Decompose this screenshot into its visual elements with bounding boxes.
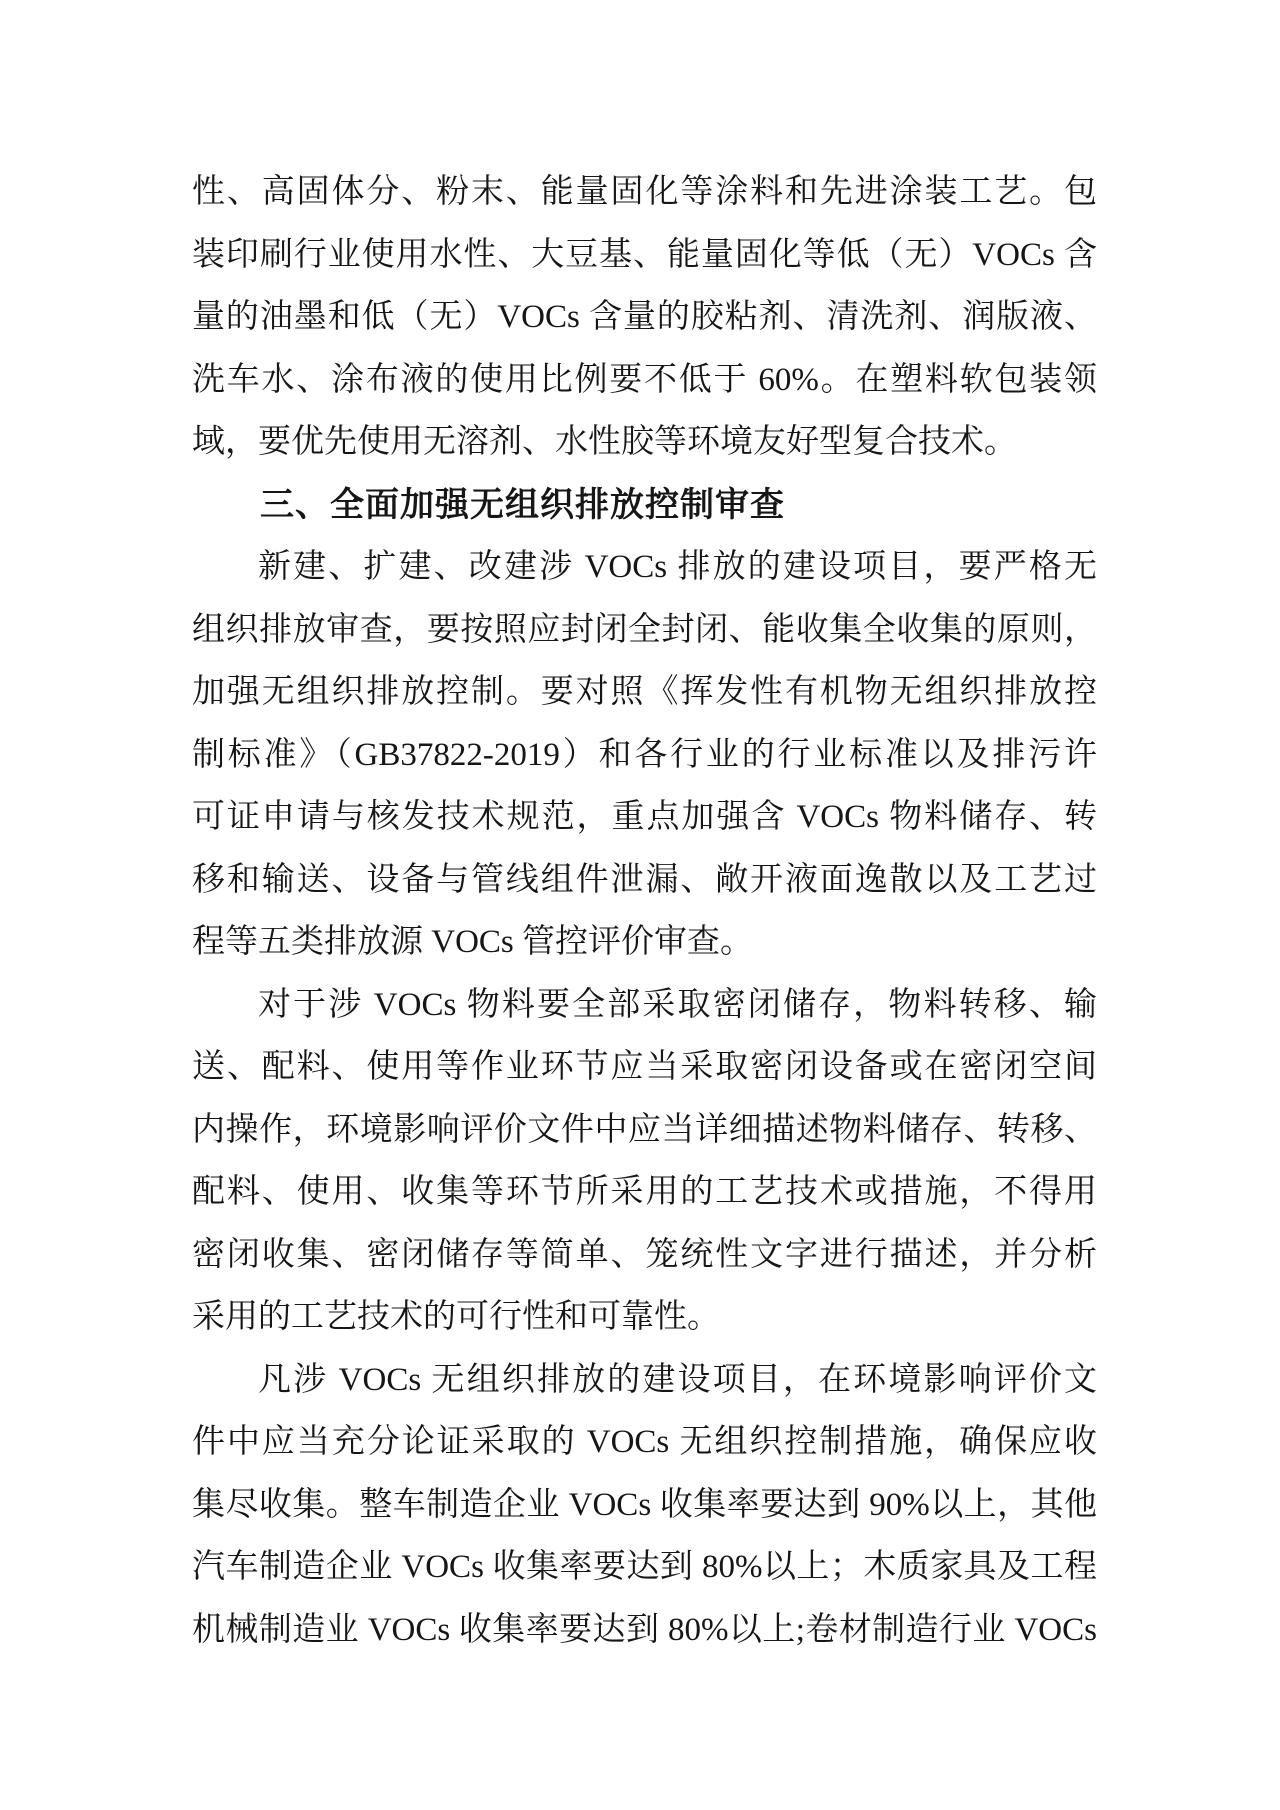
para1-line3: 量的油墨和低（无）VOCs 含量的胶粘剂、清洗剂、润版液、 (192, 299, 1097, 335)
text-block (192, 161, 1097, 1661)
para4-line1: 凡涉 VOCs 无组织排放的建设项目，在环境影响评价文 (258, 1361, 1097, 1398)
para1-line4: 洗车水、涂布液的使用比例要不低于 60%。在塑料软包装领 (192, 361, 1097, 398)
para2-line6: 移和输送、设备与管线组件泄漏、敞开液面逸散以及工艺过 (192, 861, 1097, 898)
para2-line7: 程等五类排放源 VOCs 管控评价审查。 (192, 924, 754, 960)
section-heading: 三、全面加强无组织排放控制审查 (260, 485, 785, 524)
para4-line3: 集尽收集。整车制造企业 VOCs 收集率要达到 90%以上，其他 (192, 1486, 1097, 1523)
para2-line2: 组织排放审查，要按照应封闭全封闭、能收集全收集的原则， (192, 611, 1097, 648)
para3-line5: 密闭收集、密闭储存等简单、笼统性文字进行描述，并分析 (192, 1236, 1097, 1273)
para2-line1: 新建、扩建、改建涉 VOCs 排放的建设项目，要严格无 (258, 549, 1097, 585)
para1-line1: 性、高固体分、粉末、能量固化等涂料和先进涂装工艺。包 (192, 174, 1097, 210)
para3-line6: 采用的工艺技术的可行性和可靠性。 (192, 1299, 720, 1335)
para3-line3: 内操作，环境影响评价文件中应当详细描述物料储存、转移、 (192, 1111, 1097, 1148)
para2-line5: 可证申请与核发技术规范，重点加强含 VOCs 物料储存、转 (192, 799, 1097, 835)
para3-line1: 对于涉 VOCs 物料要全部采取密闭储存，物料转移、输 (258, 986, 1097, 1023)
para4-line2: 件中应当充分论证采取的 VOCs 无组织控制措施，确保应收 (192, 1424, 1097, 1460)
para2-line3: 加强无组织排放控制。要对照《挥发性有机物无组织排放控 (192, 674, 1097, 710)
para4-line5: 机械制造业 VOCs 收集率要达到 80%以上;卷材制造行业 VOCs (192, 1611, 1097, 1648)
para1-line2: 装印刷行业使用水性、大豆基、能量固化等低（无）VOCs 含 (192, 236, 1097, 273)
para3-line2: 送、配料、使用等作业环节应当采取密闭设备或在密闭空间 (192, 1049, 1097, 1085)
para2-line4: 制标准》（GB37822-2019）和各行业的行业标准以及排污许 (192, 736, 1097, 773)
para4-line4: 汽车制造企业 VOCs 收集率要达到 80%以上；木质家具及工程 (192, 1549, 1097, 1585)
para1-line5: 域，要优先使用无溶剂、水性胶等环境友好型复合技术。 (192, 424, 1017, 460)
para3-line4: 配料、使用、收集等环节所采用的工艺技术或措施，不得用 (192, 1174, 1097, 1210)
